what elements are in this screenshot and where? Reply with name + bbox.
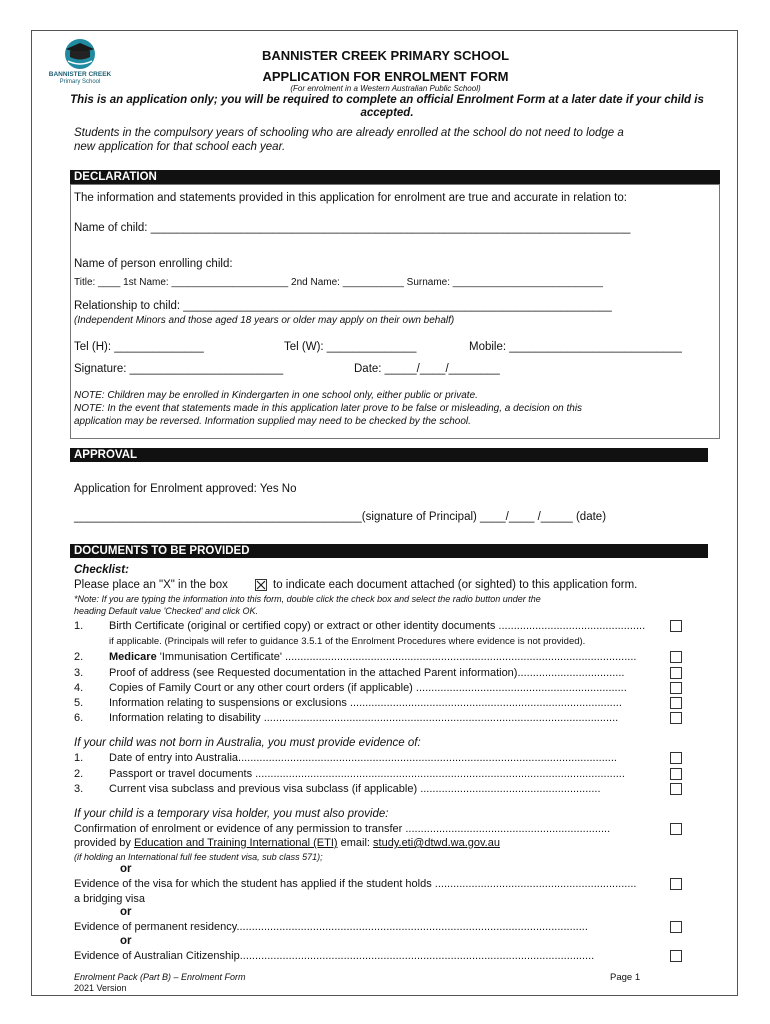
mobile-field[interactable]: Mobile: ___________________________ [469,341,682,353]
intro-line-2: new application for that school each year. [74,141,286,153]
visa-evidence-checkbox[interactable] [670,878,682,890]
item-confirmation-of-enrolment: Confirmation of enrolment or evidence of any permission to transfer ................................................................... [74,823,611,835]
school-name: BANNISTER CREEK PRIMARY SCHOOL [261,48,510,63]
eti-email-label: email: [337,837,374,849]
approval-heading: APPROVAL [70,448,708,462]
item-suspensions: Information relating to suspensions or exclusions ......................................................................................... [109,697,622,709]
bridging-visa-text: a bridging visa [74,893,145,905]
tel-home-field[interactable]: Tel (H): ______________ [74,341,204,353]
tel-work-field[interactable]: Tel (W): ______________ [284,341,417,353]
citizenship-checkbox[interactable] [670,950,682,962]
not-born-heading: If your child was not born in Australia, you must provide evidence of: [74,737,421,749]
checklist-instruction-a: Please place an "X" in the box [74,579,228,591]
suspensions-checkbox[interactable] [670,697,682,709]
form-title: APPLICATION FOR ENROLMENT FORM [262,69,509,84]
item-date-of-entry: Date of entry into Australia............................................................................................................................ [109,752,617,764]
date-field[interactable]: Date: _____/____/________ [354,363,500,375]
item-citizenship: Evidence of Australian Citizenship.................................................................................................................... [74,950,595,962]
form-page [31,30,738,996]
proof-of-address-checkbox[interactable] [670,667,682,679]
approval-status: Application for Enrolment approved: Yes No [74,483,297,495]
example-checked-box [255,579,267,591]
item-visa-subclass: Current visa subclass and previous visa subclass (if applicable) ........................................................... [109,783,601,795]
principal-signature-line[interactable]: _____________________________________________(signature of Principal) ____/____ /_____ (date) [74,511,607,523]
eti-prefix: provided by [74,837,134,849]
item-number: 1. [74,620,84,632]
item-number: 5. [74,697,84,709]
or-separator: or [120,935,132,947]
intro-line-1: Students in the compulsory years of schooling who are already enrolled at the school do not need to lodge a [74,127,624,139]
footer-page-number: Page 1 [610,972,641,983]
item-birth-certificate-note: if applicable. (Principals will refer to guidance 3.5.1 of the Enrolment Procedures where evidence is not provided). [109,636,586,647]
declaration-heading: DECLARATION [70,170,720,184]
medicare-text: 'Immunisation Certificate' ................................................................................................................... [156,651,637,663]
logo-text-sub: Primary School [59,79,101,85]
medicare-label: Medicare [109,651,157,663]
eti-note: (if holding an International full fee student visa, sub class 571); [74,852,323,862]
disability-checkbox[interactable] [670,712,682,724]
item-number: 4. [74,682,84,694]
eti-email-link[interactable]: study.eti@dtwd.wa.gov.au [373,837,500,849]
child-name-field[interactable]: Name of child: ___________________________________________________________________________ [74,222,631,234]
eti-link[interactable]: Education and Training International (ETI) [133,837,338,849]
confirmation-checkbox[interactable] [670,823,682,835]
birth-certificate-checkbox[interactable] [670,620,682,632]
item-number: 6. [74,712,84,724]
medicare-checkbox[interactable] [670,651,682,663]
relationship-field[interactable]: Relationship to child: ___________________________________________________________________ [74,300,612,312]
checklist-note-2: heading Default value 'Checked' and click OK. [74,606,259,616]
footer-version: 2021 Version [74,983,127,993]
x-mark-icon [256,580,266,590]
court-orders-checkbox[interactable] [670,682,682,694]
item-number: 2. [74,768,84,780]
declaration-note-1: NOTE: Children may be enrolled in Kindergarten in one school only, either public or private. [74,390,478,401]
eti-line [74,837,500,849]
or-separator: or [120,863,132,875]
checklist-label: Checklist: [74,564,129,576]
documents-heading: DOCUMENTS TO BE PROVIDED [70,544,708,558]
date-of-entry-checkbox[interactable] [670,752,682,764]
temp-visa-heading: If your child is a temporary visa holder, you must also provide: [74,808,389,820]
relationship-note: (Independent Minors and those aged 18 years or older may apply on their own behalf) [74,315,455,326]
item-visa-evidence: Evidence of the visa for which the student has applied if the student holds .................................................................. [74,878,637,890]
passport-checkbox[interactable] [670,768,682,780]
application-warning: This is an application only; you will be required to complete an official Enrolment Form at a later date if your child is accepted. [70,94,704,119]
permanent-residency-checkbox[interactable] [670,921,682,933]
item-number: 3. [74,783,84,795]
checklist-instruction-b: to indicate each document attached (or sighted) to this application form. [273,579,638,591]
item-passport: Passport or travel documents ......................................................................................................................... [109,768,625,780]
footer-document-name: Enrolment Pack (Part B) – Enrolment Form [74,972,246,982]
checklist-note-1: *Note: If you are typing the information into this form, double click the check box and select the radio button under the [74,594,541,604]
signature-field[interactable]: Signature: ________________________ [74,363,284,375]
visa-subclass-checkbox[interactable] [670,783,682,795]
item-number: 2. [74,651,84,663]
person-enrolling-label: Name of person enrolling child: [74,258,233,270]
item-medicare [109,651,664,663]
or-separator: or [120,906,132,918]
item-court-orders: Copies of Family Court or any other court orders (if applicable) ..................................................................... [109,682,627,694]
declaration-statement: The information and statements provided in this application for enrolment are true and accurate in relation to: [74,192,627,204]
logo-text-main: BANNISTER CREEK [48,71,112,78]
declaration-note-2: NOTE: In the event that statements made in this application later prove to be false or misleading, a decision on this [74,403,583,414]
form-subtitle: (For enrolment in a Western Australian Public School) [290,84,481,93]
item-permanent-residency: Evidence of permanent residency................................................................................................................... [74,921,588,933]
item-number: 3. [74,667,84,679]
item-birth-certificate: Birth Certificate (original or certified copy) or extract or other identity documents ................................................ [109,620,646,632]
enrolling-name-field[interactable]: Title: ____ 1st Name: _____________________ 2nd Name: ___________ Surname: ___________________________ [74,277,603,288]
item-number: 1. [74,752,84,764]
item-disability: Information relating to disability .................................................................................................................... [109,712,619,724]
declaration-note-3: application may be reversed. Information supplied may need to be checked by the school. [74,416,471,427]
item-proof-of-address: Proof of address (see Requested documentation in the attached Parent information)................................... [109,667,625,679]
